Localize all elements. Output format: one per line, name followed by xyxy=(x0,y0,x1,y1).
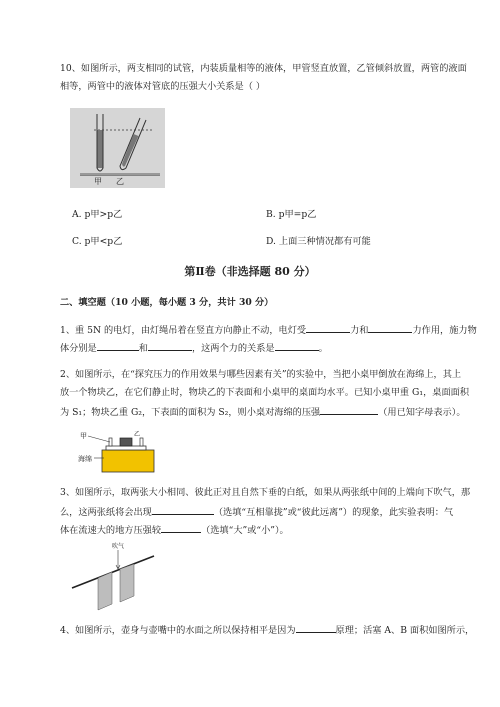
fig1-label-jia: 甲 xyxy=(94,177,102,186)
table-sponge-figure xyxy=(78,428,158,474)
q2-line3 xyxy=(60,404,466,420)
q1-blank-1[interactable] xyxy=(306,322,350,333)
q10-option-a: A. p甲>p乙 xyxy=(72,209,123,220)
q2-text: 为 S₁；物块乙重 G₂，下表面的面积为 S₂，则小桌对海绵的压强 xyxy=(60,407,321,418)
q1-text: 和 xyxy=(138,343,148,354)
q2-line2: 放一个物块乙，在它们静止时，物块乙的下表面和小桌甲的桌面均水平。已知小桌甲重 G₁，桌面面积 xyxy=(60,387,470,398)
q10-option-c: C. p甲<p乙 xyxy=(72,236,123,247)
q3-text: 么，这两张纸将会出现 xyxy=(60,507,152,518)
q3-line1: 3、如图所示，取两张大小相同、彼此正对且自然下垂的白纸，如果从两张纸中间的上端向下吹气，那 xyxy=(60,487,471,498)
q3-text: （选填“互相靠拢”或“彼此远离”）的现象，此实验表明：气 xyxy=(213,507,454,518)
q1-blank-3[interactable] xyxy=(97,340,139,351)
fig2-label-yi: 乙 xyxy=(134,431,141,438)
q1-text: 1、重 5N 的电灯，由灯绳吊着在竖直方向静止不动，电灯受 xyxy=(60,325,307,336)
fig1-label-yi: 乙 xyxy=(116,177,124,186)
q3-line3 xyxy=(60,522,289,538)
fig2-label-sponge: 海绵 xyxy=(78,455,92,463)
q1-text: 力和 xyxy=(350,325,369,336)
q1-line1 xyxy=(60,322,477,338)
q10-option-d: D. 上面三种情况都有可能 xyxy=(266,236,371,247)
q2-line1: 2、如图所示，在“探究压力的作用效果与哪些因素有关”的实验中，当把小桌甲倒放在海绵上，其上 xyxy=(60,369,462,380)
q3-text: （选填“大”或“小”）。 xyxy=(201,525,289,536)
q4-line1 xyxy=(60,622,474,638)
q1-text: 体分别是 xyxy=(60,343,97,354)
q4-text: 4、如图所示，壶身与壶嘴中的水面之所以保持相平是因为 xyxy=(60,625,296,636)
q1-blank-2[interactable] xyxy=(368,322,412,333)
fig3-label-blow: 吹气 xyxy=(112,543,125,550)
q2-text: （用已知字母表示）。 xyxy=(378,407,466,418)
q10-option-b: B. p甲=p乙 xyxy=(266,209,317,220)
q3-line2 xyxy=(60,504,453,520)
q1-text: 力作用，施力物 xyxy=(412,325,477,336)
q1-text: ，这两个力的关系是 xyxy=(191,343,275,354)
q1-text: 。 xyxy=(318,343,328,354)
test-tube-figure xyxy=(70,108,165,188)
fig2-label-jia: 甲 xyxy=(80,432,87,440)
q1-blank-5[interactable] xyxy=(275,340,319,351)
q1-blank-4[interactable] xyxy=(148,340,192,351)
q10-text-line1: 10、如图所示，两支相同的试管，内装质量相等的液体，甲管竖直放置，乙管倾斜放置，两管的液面 xyxy=(60,63,467,74)
q3-blank-1[interactable] xyxy=(152,504,214,515)
q2-blank[interactable] xyxy=(320,404,378,415)
q4-text: 原理；活塞 A、B 面积如图所示， xyxy=(335,625,475,636)
q10-text-line2: 相等，两管中的液体对管底的压强大小关系是（ ） xyxy=(60,81,266,92)
q3-text: 体在流速大的地方压强较 xyxy=(60,525,162,536)
part2-header: 二、填空题（10 小题，每小题 3 分，共计 30 分） xyxy=(60,297,274,308)
q3-blank-2[interactable] xyxy=(161,522,201,533)
paper-blow-figure xyxy=(68,540,158,612)
q4-blank[interactable] xyxy=(296,622,336,633)
section-title: 第Ⅱ卷（非选择题 80 分） xyxy=(184,265,316,278)
q1-line2 xyxy=(60,340,328,356)
